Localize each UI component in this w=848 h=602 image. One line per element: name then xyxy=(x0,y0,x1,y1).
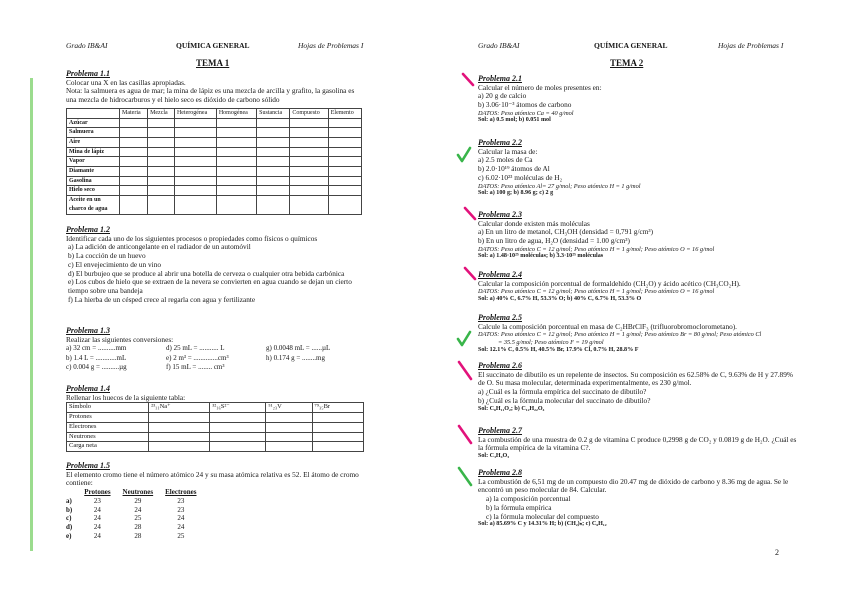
list-item: c) El envejecimiento de un vino xyxy=(68,259,162,269)
empty-cell xyxy=(290,196,328,214)
table-cell: e) xyxy=(66,531,72,540)
row-label: Hielo seco xyxy=(67,186,120,196)
table-row xyxy=(66,506,203,515)
empty-cell xyxy=(312,442,363,452)
table-cell: 25 xyxy=(177,531,185,540)
data-line: DATOS: Peso atómico C = 12 g/mol; Peso atómico H = 1 g/mol; Peso atómico O = 16 g/mol xyxy=(478,245,715,253)
table-cell: 28 xyxy=(134,522,142,531)
empty-cell xyxy=(148,147,175,157)
list-item: d) El burbujeo que se produce al abrir una botella de cerveza o cualquier otra bebida carbónica xyxy=(68,268,345,278)
classification-table xyxy=(66,108,362,215)
item-a: a) 20 g de calcio xyxy=(478,91,527,101)
empty-cell xyxy=(174,157,216,167)
problem-text: Identificar cada uno de los siguientes procesos o propiedades como físicos o químicos xyxy=(66,233,318,243)
empty-cell xyxy=(149,413,210,423)
empty-cell xyxy=(174,176,216,186)
solution: Sol: C₃H₄O₃ xyxy=(478,453,510,460)
table-cell: c) xyxy=(66,514,72,523)
problem-text: La combustión de 6,51 mg de un compuesto dio 20.47 mg de dióxido de carbono y 8.36 mg de agua. Se le encontró un peso molecular de 84. Calcular. xyxy=(478,476,789,495)
problem-2-6 xyxy=(478,362,798,413)
row-label: Carga neta xyxy=(67,442,149,452)
green-check-mark xyxy=(456,330,472,348)
column-header: Elemento xyxy=(328,108,361,118)
empty-cell xyxy=(312,413,363,423)
table-cell: 24 xyxy=(177,522,185,531)
empty-cell xyxy=(210,442,266,452)
column-header: Electrones xyxy=(165,488,197,497)
table-cell: 23 xyxy=(177,496,185,505)
empty-cell xyxy=(216,157,256,167)
empty-cell xyxy=(216,167,256,177)
empty-cell xyxy=(328,196,361,214)
table-cell: 23 xyxy=(177,505,185,514)
problem-2-7 xyxy=(478,427,798,461)
item-b: b) ¿Cuál es la fórmula molecular del succinato de dibutilo? xyxy=(478,395,651,405)
column-header: Símbolo xyxy=(67,403,149,413)
column-header: Sustancia xyxy=(257,108,290,118)
tema-title: TEMA 1 xyxy=(196,58,230,68)
table-cell: 28 xyxy=(134,531,142,540)
item-a: a) 2.5 moles de Ca xyxy=(478,155,533,165)
solution: Sol: C₆H₁₁O₂; b) C₁₂H₂₂O₄ xyxy=(478,405,545,412)
table-row xyxy=(67,128,362,138)
header-left: Grado IB&AI xyxy=(66,41,108,50)
header-right: Hojas de Problemas I xyxy=(298,41,364,50)
table-row xyxy=(67,186,362,196)
conversion-grid xyxy=(66,344,366,372)
table-row xyxy=(67,137,362,147)
isotope-table xyxy=(66,402,364,452)
item-b: b) la fórmula empírica xyxy=(486,502,552,512)
problem-text: Calcular donde existen más moléculas xyxy=(478,218,590,228)
empty-cell xyxy=(216,186,256,196)
empty-cell xyxy=(149,432,210,442)
empty-cell xyxy=(216,147,256,157)
table-row xyxy=(67,413,364,423)
problem-1-4 xyxy=(66,385,366,452)
data-line: = 35.5 g/mol; Peso atómico F = 19 g/mol xyxy=(498,339,604,346)
solution: Sol: a) 100 g; b) 8.96 g; c) 2 g xyxy=(478,190,554,197)
column-header: Protones xyxy=(84,488,111,497)
problem-title: Problema 1.1 xyxy=(66,69,110,78)
column-header: Compuesto xyxy=(290,108,328,118)
empty-cell xyxy=(174,167,216,177)
empty-cell xyxy=(328,176,361,186)
empty-cell xyxy=(148,137,175,147)
empty-cell xyxy=(290,157,328,167)
problem-2-4 xyxy=(478,271,793,304)
item-b: b) En un litro de agua, H₂O (densidad = 1.00 g/cm³) xyxy=(478,236,630,246)
table-row xyxy=(67,118,362,128)
empty-cell xyxy=(148,196,175,214)
table-cell: 25 xyxy=(134,514,142,523)
magenta-slash-mark xyxy=(462,266,478,282)
empty-cell xyxy=(257,176,290,186)
empty-cell xyxy=(216,196,256,214)
empty-cell xyxy=(290,147,328,157)
table-row xyxy=(66,532,203,541)
magenta-slash-mark xyxy=(456,424,474,446)
solution: Sol: a) 1.48·10²⁵ moléculas; b) 3.3·10²⁵ moléculas xyxy=(478,253,604,260)
problem-2-8 xyxy=(478,469,798,529)
item-b: b) 2.0·10¹⁹ átomos de Al xyxy=(478,164,550,174)
empty-cell xyxy=(148,186,175,196)
empty-cell xyxy=(290,186,328,196)
table-row xyxy=(66,497,203,506)
empty-cell xyxy=(120,137,148,147)
table-cell: 24 xyxy=(93,514,101,523)
table-row xyxy=(67,196,362,214)
problem-text: Calcular el número de moles presentes en: xyxy=(478,82,602,92)
table-cell: a) xyxy=(66,496,72,505)
empty-cell xyxy=(120,196,148,214)
empty-cell xyxy=(328,147,361,157)
empty-cell xyxy=(174,147,216,157)
problem-1-5 xyxy=(66,462,366,540)
empty-cell xyxy=(148,176,175,186)
problem-title: Problema 2.6 xyxy=(478,361,522,370)
row-label: Neutrones xyxy=(67,432,149,442)
conversion-item: e) 2 m³ = ..............cm³ xyxy=(166,353,229,362)
empty-cell xyxy=(174,186,216,196)
table-cell: 24 xyxy=(93,531,101,540)
header-center: QUÍMICA GENERAL xyxy=(594,41,668,50)
column-header: Mezcla xyxy=(148,108,175,118)
column-header: Heterogénea xyxy=(174,108,216,118)
solution: Sol: 12.1% C, 0.5% H, 40.5% Br, 17.9% Cl, 0.7% H, 28.8% F xyxy=(478,346,639,353)
tema-title: TEMA 2 xyxy=(610,58,644,68)
problem-title: Problema 1.4 xyxy=(66,384,110,393)
table-row xyxy=(67,147,362,157)
empty-cell xyxy=(210,413,266,423)
conversion-item: h) 0.174 g = ........mg xyxy=(266,353,325,362)
empty-cell xyxy=(174,128,216,138)
empty-cell xyxy=(120,176,148,186)
item-c: c) 6.02·10²³ moléculas de H₂ xyxy=(478,172,563,182)
empty-cell xyxy=(174,118,216,128)
data-line: DATOS: Peso atómico C = 12 g/mol; Peso atómico H = 1 g/mol; Peso atómico O = 16 g/mol xyxy=(478,288,715,296)
problem-1-2 xyxy=(66,226,366,304)
column-header: ⁷⁹₃₅Br xyxy=(312,403,363,413)
item-b: b) 3.06·10⁻³ átomos de carbono xyxy=(478,100,572,110)
empty-cell xyxy=(257,118,290,128)
empty-cell xyxy=(312,422,363,432)
table-cell: 29 xyxy=(134,496,142,505)
empty-cell xyxy=(312,432,363,442)
data-line: DATOS: Peso atómico Ca = 40 g/mol xyxy=(478,109,574,117)
solution: Sol: a) 0.5 mol; b) 0.051 mol xyxy=(478,117,551,124)
empty-cell xyxy=(120,186,148,196)
row-label: Azúcar xyxy=(67,118,120,128)
empty-cell xyxy=(328,137,361,147)
problem-1-3 xyxy=(66,327,366,372)
empty-cell xyxy=(266,413,312,423)
empty-cell xyxy=(257,147,290,157)
item-a: a) ¿Cuál es la fórmula empírica del succinato de dibutilo? xyxy=(478,387,647,397)
table-row xyxy=(67,176,362,186)
data-line: DATOS: Peso atómico C = 12 g/mol; Peso atómico H = 1 g/mol; Peso atómico Br = 80 g/mol; Peso atómico Cl xyxy=(478,331,762,339)
empty-cell xyxy=(257,157,290,167)
problem-2-5 xyxy=(478,314,798,354)
empty-cell xyxy=(148,167,175,177)
empty-cell xyxy=(174,196,216,214)
empty-cell xyxy=(290,118,328,128)
problem-title: Problema 1.3 xyxy=(66,326,110,335)
problem-title: Problema 2.8 xyxy=(478,468,522,477)
magenta-slash-mark xyxy=(456,360,474,382)
right-page xyxy=(424,0,848,602)
header-right: Hojas de Problemas I xyxy=(718,41,784,50)
list-item: b) La cocción de un huevo xyxy=(68,251,146,261)
table-cell: 24 xyxy=(93,505,101,514)
problem-text: El elemento cromo tiene el número atómico 24 y su masa atómica relativa es 52. El átomo de cromo contiene: xyxy=(66,469,359,488)
problem-text: La combustión de una muestra de 0.2 g de vitamina C produce 0,2998 g de CO₂ y 0.0819 g de H₂O. ¿Cuál es la fórmula empírica de la vitamina C?. xyxy=(478,434,797,453)
empty-cell xyxy=(328,186,361,196)
empty-cell xyxy=(120,128,148,138)
problem-title: Problema 2.7 xyxy=(478,426,522,435)
table-cell: b) xyxy=(66,505,73,514)
table-row xyxy=(67,157,362,167)
column-header: Neutrones xyxy=(122,488,154,497)
column-header: ²³₁₁Na⁺ xyxy=(149,403,210,413)
highlight-bar xyxy=(30,78,33,551)
header-left: Grado IB&AI xyxy=(478,41,520,50)
list-item: f) La hierba de un césped crece al regarla con agua y fertilizante xyxy=(68,294,256,304)
green-check-mark xyxy=(456,146,472,164)
process-list xyxy=(68,243,366,304)
problem-title: Problema 2.4 xyxy=(478,270,522,279)
row-label: Aire xyxy=(67,137,120,147)
empty-cell xyxy=(149,422,210,432)
row-label: Protones xyxy=(67,413,149,423)
empty-cell xyxy=(120,167,148,177)
empty-cell xyxy=(148,128,175,138)
empty-cell xyxy=(266,422,312,432)
conversion-item: b) 1.4 L = ............mL xyxy=(66,353,127,362)
empty-cell xyxy=(290,176,328,186)
row-label: Mina de lápiz xyxy=(67,147,120,157)
data-line: DATOS: Peso atómico Al= 27 g/mol; Peso atómico H = 1 g/mol xyxy=(478,182,641,190)
problem-title: Problema 2.5 xyxy=(478,313,522,322)
conversion-item: c) 0.004 g = ..........µg xyxy=(66,362,127,371)
problem-1-1 xyxy=(66,70,366,215)
empty-cell xyxy=(210,422,266,432)
problem-note: Nota: la salmuera es agua de mar; la mina de lápiz es una mezcla de arcilla y grafito, la gasolina es una mezcla de hidrocarburos y el hielo seco es dióxido de carbono sólido xyxy=(66,86,355,105)
empty-cell xyxy=(120,118,148,128)
problem-text: Calcule la composición porcentual en masa de C₂HBrClF₃ (trifluorobromoclorometano). xyxy=(478,321,737,331)
empty-cell xyxy=(120,157,148,167)
problem-title: Problema 1.2 xyxy=(66,225,110,234)
problem-title: Problema 2.3 xyxy=(478,210,522,219)
empty-cell xyxy=(216,118,256,128)
row-label: Salmuera xyxy=(67,128,120,138)
empty-cell xyxy=(290,128,328,138)
table-cell: 24 xyxy=(177,514,185,523)
row-label: Electrones xyxy=(67,422,149,432)
table-cell: 23 xyxy=(93,496,101,505)
empty-cell xyxy=(148,118,175,128)
problem-text: Realizar las siguientes conversiones: xyxy=(66,334,174,344)
empty-cell xyxy=(257,167,290,177)
magenta-slash-mark xyxy=(462,206,478,222)
conversion-item: a) 32 cm = ..........mm xyxy=(66,344,127,353)
problem-2-2 xyxy=(478,139,788,198)
conversion-item: g) 0.0048 mL = ......µL xyxy=(266,344,331,353)
item-c: c) la fórmula molecular del compuesto xyxy=(486,511,599,521)
list-item: e) Los cubos de hielo que se extraen de la nevera se convierten en agua cuando se dejan un cierto tiempo sobre una bandeja xyxy=(68,277,352,295)
empty-cell xyxy=(257,128,290,138)
empty-cell xyxy=(328,128,361,138)
solution: Sol: a) 85.69% C y 14.31% H; b) (CH₂)ₙ; c) C₆H₁₂ xyxy=(478,521,607,528)
empty-cell xyxy=(328,157,361,167)
item-a: a) En un litro de metanol, CH₃OH (densidad = 0,791 g/cm³) xyxy=(478,227,654,237)
header-center: QUÍMICA GENERAL xyxy=(176,41,250,50)
conversion-item: d) 25 mL = ........... L xyxy=(166,344,225,353)
table-row xyxy=(67,432,364,442)
table-cell: 24 xyxy=(93,522,101,531)
empty-cell xyxy=(148,157,175,167)
empty-cell xyxy=(328,118,361,128)
problem-title: Problema 2.2 xyxy=(478,138,522,147)
column-header xyxy=(67,108,120,118)
problem-text: Colocar una X en las casillas apropiadas. xyxy=(66,77,186,87)
row-label: Diamante xyxy=(67,167,120,177)
row-label: Vapor xyxy=(67,157,120,167)
row-label: Aceite en un charco de agua xyxy=(67,196,120,214)
column-header: ³²₁₆S²⁻ xyxy=(210,403,266,413)
column-header: Homogénea xyxy=(216,108,256,118)
page-number: 2 xyxy=(775,548,779,557)
table-cell: 24 xyxy=(134,505,142,514)
column-header: Materia xyxy=(120,108,148,118)
row-label: Gasolina xyxy=(67,176,120,186)
chromium-options-table xyxy=(66,488,203,540)
empty-cell xyxy=(216,176,256,186)
empty-cell xyxy=(257,186,290,196)
empty-cell xyxy=(120,147,148,157)
empty-cell xyxy=(290,137,328,147)
list-item: a) La adición de anticongelante en el radiador de un automóvil xyxy=(68,242,251,252)
empty-cell xyxy=(210,432,266,442)
problem-text: Calcular la composición porcentual de formaldehído (CH₂O) y ácido acético (CH₃CO₂H). xyxy=(478,278,741,288)
empty-cell xyxy=(257,196,290,214)
problem-text: Rellenar los huecos de la siguiente tabla: xyxy=(66,392,186,402)
empty-cell xyxy=(149,442,210,452)
item-a: a) la composición porcentual xyxy=(486,494,571,504)
empty-cell xyxy=(216,137,256,147)
conversion-item xyxy=(266,363,366,372)
empty-cell xyxy=(266,442,312,452)
table-row xyxy=(66,523,203,532)
problem-text: Calcular la masa de: xyxy=(478,146,538,156)
table-row xyxy=(66,514,203,523)
empty-cell xyxy=(257,137,290,147)
empty-cell xyxy=(290,167,328,177)
problem-title: Problema 2.1 xyxy=(478,74,522,83)
table-row xyxy=(67,442,364,452)
green-slash-mark xyxy=(456,466,474,488)
table-cell: d) xyxy=(66,522,73,531)
problem-2-3 xyxy=(478,211,793,261)
empty-cell xyxy=(328,167,361,177)
problem-text: El succinato de dibutilo es un repelente de insectos. Su composición es 62.58% de C, 9.63% de H y 27.89% de O. Su masa molecular, determinada experimentalmente, es 230 g/mol. xyxy=(478,369,793,388)
column-header: ⁵¹₂₃V xyxy=(266,403,312,413)
problem-title: Problema 1.5 xyxy=(66,461,110,470)
empty-cell xyxy=(174,137,216,147)
solution: Sol: a) 40% C, 6.7% H, 53.3% O; b) 40% C, 6.7% H, 53.3% O xyxy=(478,296,642,302)
problem-2-1 xyxy=(478,75,788,125)
empty-cell xyxy=(266,432,312,442)
table-row xyxy=(67,167,362,177)
table-row xyxy=(67,422,364,432)
conversion-item: f) 15 mL = ........ cm³ xyxy=(166,362,225,371)
magenta-slash-mark xyxy=(460,72,476,88)
empty-cell xyxy=(216,128,256,138)
column-header xyxy=(66,488,78,497)
